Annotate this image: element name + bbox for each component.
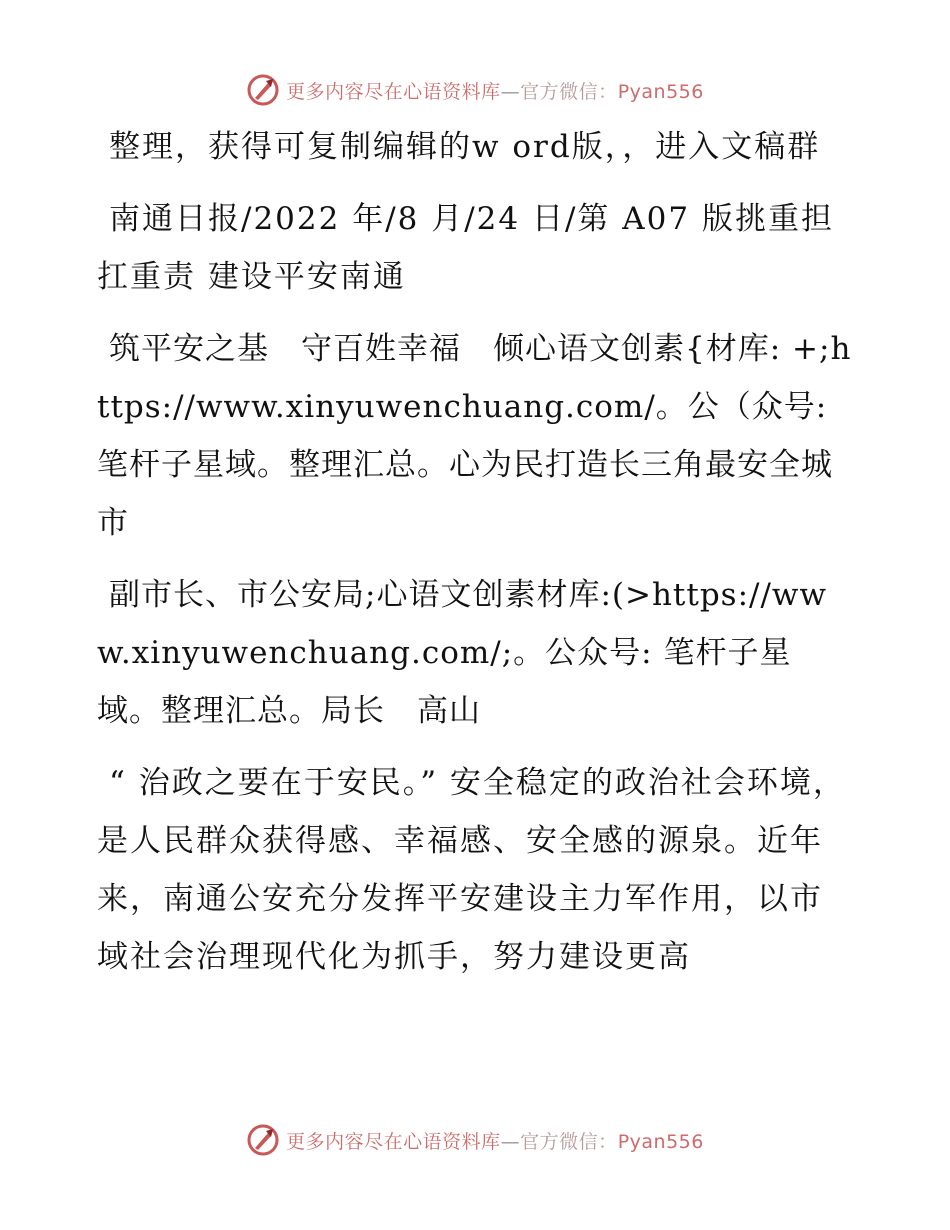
banner-separator: — [500, 1130, 521, 1153]
banner-wechat-id: Pyan556 [617, 80, 704, 103]
document-body [97, 118, 852, 1000]
banner-title: 更多内容尽在心语资料库 [286, 80, 501, 103]
banner-separator: — [500, 80, 521, 103]
banner-text [286, 1127, 704, 1154]
footer-watermark-banner [0, 1120, 950, 1160]
banner-wechat-id: Pyan556 [617, 1130, 704, 1153]
banner-wechat-label: 官方微信： [520, 80, 618, 103]
banner-wechat-label: 官方微信： [520, 1130, 618, 1153]
paragraph-body: “ 治政之要在于安民。” 安全稳定的政治社会环境，是人民群众获得感、幸福感、安全感的源泉。近年来，南通公安充分发挥平安建设主力军作用，以市域社会治理现代化为抓手，努力建设更高 [97, 765, 846, 975]
banner-title: 更多内容尽在心语资料库 [286, 1130, 501, 1153]
quill-logo-icon [246, 73, 280, 107]
quill-logo-icon [246, 1123, 280, 1157]
header-watermark-banner [0, 70, 950, 110]
banner-text [286, 77, 704, 104]
paragraph-intro: 整理，获得可复制编辑的w ord版，，进入文稿群 [109, 129, 821, 165]
paragraph-headline: 筑平安之基 守百姓幸福 倾心语文创素{材库: +;https://www.xinyuwenchuang.com/。公（众号: 笔杆子星域。整理汇总。心为民打造长三角最安全城市 [97, 331, 852, 541]
paragraph-source: 南通日报/2022 年/8 月/24 日/第 A07 版挑重担扛重责 建设平安南通 [97, 201, 834, 295]
paragraph-author: 副市长、市公安局;心语文创素材库:(>https://www.xinyuwenchuang.com/;。公众号: 笔杆子星域。整理汇总。局长 高山 [97, 577, 827, 729]
